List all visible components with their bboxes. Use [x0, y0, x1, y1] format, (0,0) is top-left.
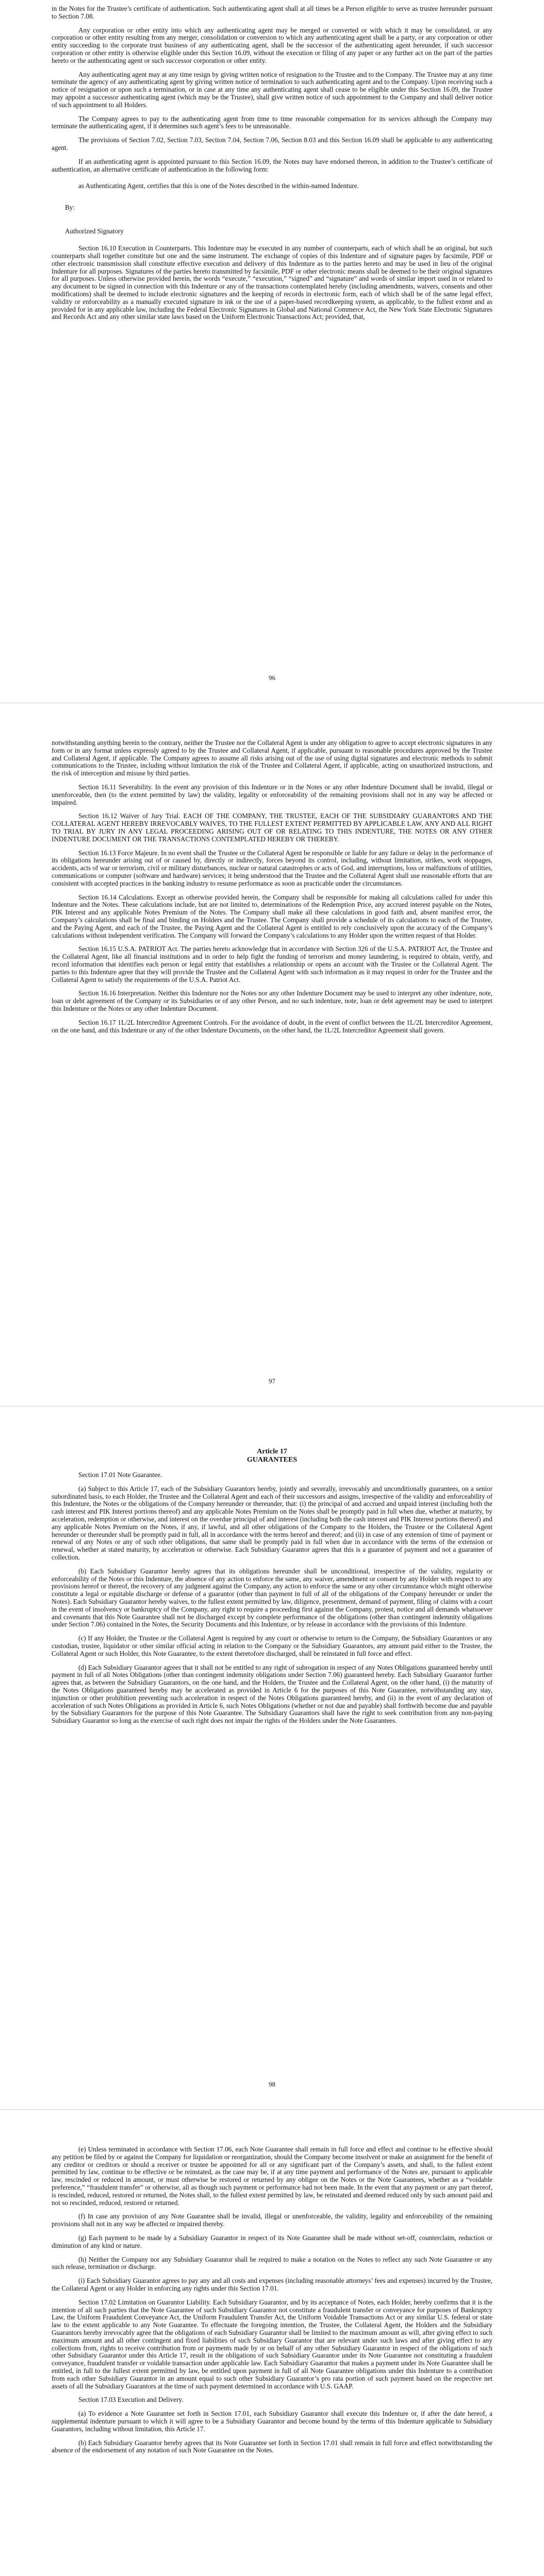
section-17-01-a: (a) Subject to this Article 17, each of the Subsidiary Guarantors hereby, jointly and severally, irrevocably and unconditionally guarantees, on a senior subordinated basis, to each Holder, the Trustee and the Collateral Agent and each of their successors and assigns, irrespective of the validity and enforceability of this Indenture, the Notes or the obligations of the Company hereunder or thereunder, that: (i) the principal of and accrued and unpaid interest (including both the cash interest and PIK Interest portions thereof) and any applicable Notes Premium on the Notes shall be promptly paid in full when due, whether at maturity, by acceleration, redemption or otherwise, and interest on the overdue principal of and interest (including both the cash interest and PIK Interest portions thereof) and any applicable Notes Premium on the Notes, if any, if lawful, and all other obligations of the Company to the Holders, the Trustee or the Collateral Agent hereunder or thereunder shall be promptly paid in full, all in accordance with the terms hereof and thereof; and (ii) in case of any extension of time of payment or renewal of any Notes or any of such other obligations, that same shall be promptly paid in full when due in accordance with the terms of the extension or renewal, whether at stated maturity, by acceleration or otherwise. Each Subsidiary Guarantor agrees that this is a guarantee of payment and not a guarantee of collection.	[52, 1484, 492, 1561]
authorized-signatory: Authorized Signatory	[65, 227, 124, 235]
page-97-content	[52, 739, 492, 1040]
section-16-11-severability: Section 16.11 Severability. In the event any provision of this Indenture or in the Notes or any other Indenture Document shall be invalid, illegal or unenforceable, then (to the extent permitted by law) the validity, legality or enforceability of the remaining provisions shall not in any way be affected or impaired.	[52, 783, 492, 806]
paragraph-certification: as Authenticating Agent, certifies that this is one of the Notes described in the within-named Indenture.	[78, 182, 359, 190]
paragraph-electronic-signatures-continued: notwithstanding anything herein to the contrary, neither the Trustee nor the Collateral Agent is under any obligation to agree to accept electronic signatures in any form or in any format unless expressly agreed to by the Trustee and Collateral Agent, if applicable, pursuant to reasonable procedures approved by the Trustee and Collateral Agent, if applicable. The Company agrees to assume all risks arising out of the use of using digital signatures and electronic methods to submit communications to the Trustee, including without limitation the risk of the Trustee and Collateral Agent, if applicable, acting on unauthorized instructions, and the risk of interception and misuse by third parties.	[52, 739, 492, 777]
section-16-15-patriot-act: Section 16.15 U.S.A. PATRIOT Act. The parties hereto acknowledge that in accordance with Section 326 of the U.S.A. PATRIOT Act, the Trustee and the Collateral Agent, like all financial institutions and in order to help fight the funding of terrorism and money laundering, is required to obtain, verify, and record information that identifies each person or legal entity that establishes a relationship or opens an account with the Trustee or the Collateral Agent. The parties to this Indenture agree that they will provide the Trustee and the Collateral Agent with such information as it may request in order for the Trustee and the Collateral Agent to satisfy the requirements of the U.S.A. Patriot Act.	[52, 945, 492, 984]
page-99	[0, 2110, 544, 2576]
paragraph-resignation: Any authenticating agent may at any time resign by giving written notice of resignation to the Trustee and to the Company. The Trustee may at any time terminate the agency of any authenticating agent by giving written notice of termination to such authenticating agent and to the Company. Upon receiving such a notice of resignation or upon such a termination, or in case at any time any authenticating agent shall cease to be eligible under this Section 16.09, the Trustee may appoint a successor authenticating agent (which may be the Trustee), shall give written notice of such appointment to the Company and shall deliver notice of such appointment to all Holders.	[52, 70, 492, 109]
section-17-01-b: (b) Each Subsidiary Guarantor hereby agrees that its obligations hereunder shall be unconditional, irrespective of the validity, regularity or enforceability of the Notes or this Indenture, the absence of any action to enforce the same, any waiver, amendment or consent by any Holder with respect to any provisions hereof or thereof, the recovery of any judgment against the Company, any action to enforce the same or any other circumstance which might otherwise constitute a legal or equitable discharge or defense of a guarantor (other than payment in full of all of the obligations of the Company hereunder or under the Notes). Each Subsidiary Guarantor hereby waives, to the fullest extent permitted by law, diligence, presentment, demand of payment, filing of claims with a court in the event of insolvency or bankruptcy of the Company, any right to require a proceeding first against the Company, protest, notice and all demands whatsoever and covenants that this Note Guarantee shall not be discharged except by complete performance of the obligations (other than contingent indemnity obligations under Section 7.06) contained in the Notes, the Security Documents and this Indenture, or by release in accordance with the provisions of this Indenture.	[52, 1567, 492, 1629]
section-17-01-heading: Section 17.01 Note Guarantee.	[78, 1471, 162, 1479]
page-97	[0, 703, 544, 1406]
section-17-01-d: (d) Each Subsidiary Guarantor agrees that it shall not be entitled to any right of subrogation in respect of any Notes Obligations guaranteed hereby until payment in full of all Notes Obligations (other than contingent indemnity obligations under Section 7.06) guaranteed hereby. Each Subsidiary Guarantor further agrees that, as between the Subsidiary Guarantors, on the one hand, and the Holders, the Trustee and the Collateral Agent, on the other hand, (i) the maturity of the Notes Obligations guaranteed hereby may be accelerated as provided in Article 6 for the purposes of this Note Guarantee, notwithstanding any stay, injunction or other prohibition preventing such acceleration in respect of the Notes Obligations guaranteed hereby, and (ii) in the event of any declaration of acceleration of such Notes Obligations as provided in Article 6, such Notes Obligations (whether or not due and payable) shall forthwith become due and payable by the Subsidiary Guarantors for the purpose of this Note Guarantee. The Subsidiary Guarantors shall have the right to seek contribution from any non-paying Subsidiary Guarantor so long as the exercise of such right does not impair the rights of the Holders under the Note Guarantees.	[52, 1663, 492, 1725]
section-17-01-f: (f) In case any provision of any Note Guarantee shall be invalid, illegal or unenforceable, the validity, legality and enforceability of the remaining provisions shall not in any way be affected or impaired thereby.	[52, 2212, 492, 2228]
page-number: 98	[269, 2080, 275, 2088]
paragraph-alternative-certificate: If an authenticating agent is appointed pursuant to this Section 16.09, the Notes may have endorsed thereon, in addition to the Trustee’s certificate of authentication, an alternative certificate of authentication in the following form:	[52, 157, 492, 173]
section-16-14-calculations: Section 16.14 Calculations. Except as otherwise provided herein, the Company shall be responsible for making all calculations called for under this Indenture and the Notes. These calculations include, but are not limited to, determinations of the Redemption Price, any accrued interest payable on the Notes, PIK Interest and any applicable Notes Premium of the Notes. The Company shall make all these calculations in good faith and, absent manifest error, the Company’s calculations shall be final and binding on Holders and the Trustee. The Company shall provide a schedule of its calculations to each of the Trustee, and the Paying Agent, and each of the Trustee, the Paying Agent and the Collateral Agent is entitled to rely conclusively upon the accuracy of the Company’s calculations without independent verification. The Company will forward the Company’s calculations to any Holder upon the written request of that Holder.	[52, 893, 492, 939]
section-16-17-intercreditor: Section 16.17 1L/2L Intercreditor Agreement Controls. For the avoidance of doubt, in the event of conflict between the 1L/2L Intercreditor Agreement, on the one hand, and this Indenture or any of the other Indenture Documents, on the other hand, the 1L/2L Intercreditor Agreement shall govern.	[52, 1018, 492, 1034]
section-17-01-c: (c) If any Holder, the Trustee or the Collateral Agent is required by any court or otherwise to return to the Company, the Subsidiary Guarantors or any custodian, trustee, liquidator or other similar official acting in relation to the Company or the Subsidiary Guarantors, any amount paid either to the Trustee, the Collateral Agent or such Holder, this Note Guarantee, to the extent theretofore discharged, shall be reinstated in full force and effect.	[52, 1634, 492, 1657]
section-17-01-h: (h) Neither the Company nor any Subsidiary Guarantor shall be required to make a notation on the Notes to reflect any such Note Guarantee or any such release, termination or discharge.	[52, 2255, 492, 2271]
paragraph-compensation: The Company agrees to pay to the authenticating agent from time to time reasonable compensation for its services although the Company may terminate the authenticating agent, if it determines such agent’s fees to be unreasonable.	[52, 114, 492, 130]
article-title: GUARANTEES	[246, 1456, 298, 1464]
page-98	[0, 1406, 544, 2110]
page-96	[0, 0, 544, 703]
section-16-10-counterparts: Section 16.10 Execution in Counterparts. This Indenture may be executed in any number of counterparts, each of which shall be an original, but such counterparts shall together constitute but one and the same instrument. The exchange of copies of this Indenture and of signature pages by facsimile, PDF or other electronic transmission shall constitute effective execution and delivery of this Indenture as to the parties hereto and may be used in lieu of the original Indenture for all purposes. Signatures of the parties hereto transmitted by facsimile, PDF or other electronic means shall be deemed to be their original signatures for all purposes. Unless otherwise provided herein, the words “execute,” “execution,” “signed” and “signature” and words of similar import used in or related to any document to be signed in connection with this Indenture or any of the transactions contemplated hereby (including amendments, waivers, consents and other modifications) shall be deemed to include electronic signatures and the keeping of records in electronic form, each of which shall be of the same legal effect, validity or enforceability as a manually executed signature in ink or the use of a paper-based recordkeeping system, as applicable, to the fullest extent and as provided for in any applicable law, including the Federal Electronic Signatures in Global and National Commerce Act, the New York State Electronic Signatures and Records Act and any other similar state laws based on the Uniform Electronic Transactions Act; provided, that,	[52, 244, 492, 321]
section-17-01-e: (e) Unless terminated in accordance with Section 17.06, each Note Guarantee shall remain in full force and effect and continue to be effective should any petition be filed by or against the Company for liquidation or reorganization, should the Company become insolvent or make an assignment for the benefit of any creditor or creditors or should a receiver or trustee be appointed for all or any significant part of the Company’s assets, and shall, to the fullest extent permitted by law, continue to be effective or be reinstated, as the case may be, if at any time payment and performance of the Notes are, pursuant to applicable law, rescinded or reduced in amount, or must otherwise be restored or returned by any obligee on the Notes or the Note Guarantees, whether as a “voidable preference,” “fraudulent transfer” or otherwise, all as though such payment or performance had not been made. In the event that any payment or any part thereof, is rescinded, reduced, restored or returned, the Notes shall, to the fullest extent permitted by law, be reinstated and deemed reduced only by such amount paid and not so rescinded, reduced, restored or returned.	[52, 2145, 492, 2207]
by-label: By:	[65, 204, 75, 212]
article-heading: Article 17	[257, 1448, 287, 1455]
paragraph-provisions: The provisions of Section 7.02, Section 7.03, Section 7.04, Section 7.06, Section 8.03 and this Section 16.09 shall be applicable to any authenticating agent.	[52, 136, 492, 151]
section-17-03-a: (a) To evidence a Note Guarantee set forth in Section 17.01, each Subsidiary Guarantor shall execute this Indenture or, if after the date hereof, a supplemental indenture pursuant to which it will agree to be a Subsidiary Guarantor and become bound by the terms of this Indenture applicable to Subsidiary Guarantors, including without limitation, this Article 17.	[52, 2410, 492, 2433]
section-16-12-jury-waiver: Section 16.12 Waiver of Jury Trial. EACH OF THE COMPANY, THE TRUSTEE, EACH OF THE SUBSIDIARY GUARANTORS AND THE COLLATERAL AGENT HEREBY IRREVOCABLY WAIVES, TO THE FULLEST EXTENT PERMITTED BY APPLICABLE LAW, ANY AND ALL RIGHT TO TRIAL BY JURY IN ANY LEGAL PROCEEDING ARISING OUT OF OR RELATING TO THIS INDENTURE, THE NOTES OR ANY OTHER INDENTURE DOCUMENT OR THE TRANSACTIONS CONTEMPLATED HEREBY OR THEREBY.	[52, 812, 492, 843]
section-17-02-limitation: Section 17.02 Limitation on Guarantor Liability. Each Subsidiary Guarantor, and by its acceptance of Notes, each Holder, hereby confirms that it is the intention of all such parties that the Note Guarantee of such Subsidiary Guarantor not constitute a fraudulent transfer or conveyance for purposes of Bankruptcy Law, the Uniform Fraudulent Conveyance Act, the Uniform Fraudulent Transfer Act, the Uniform Voidable Transactions Act or any similar U.S. federal or state law to the extent applicable to any Note Guarantee. To effectuate the foregoing intention, the Trustee, the Collateral Agent, the Holders and the Subsidiary Guarantors hereby irrevocably agree that the obligations of each Subsidiary Guarantor shall be limited to the maximum amount as will, after giving effect to such maximum amount and all other contingent and fixed liabilities of such Subsidiary Guarantor that are relevant under such laws and after giving effect to any collections from, rights to receive contribution from or payments made by or on behalf of any other Subsidiary Guarantor in respect of the obligations of such other Subsidiary Guarantor under this Article 17, result in the obligations of such Subsidiary Guarantor under its Note Guarantee not constituting a fraudulent conveyance, fraudulent transfer or voidable transaction under applicable law. Each Subsidiary Guarantor that makes a payment under its Note Guarantee shall be entitled, in full to the fullest extent permitted by law, be entitled upon payment in full of all Note Guarantee obligations under this Indenture to a contribution from each other Subsidiary Guarantor in an amount equal to such other Subsidiary Guarantor’s pro rata portion of such payment based on the respective net assets of all the Subsidiary Guarantors at the time of such payment determined in accordance with U.S. GAAP.	[52, 2298, 492, 2390]
section-16-16-interpretation: Section 16.16 Interpretation. Neither this Indenture nor the Notes nor any other Indenture Document may be used to interpret any other indenture, note, loan or debt agreement of the Company or its Subsidiaries or of any other Person, and no such indenture, note, loan or debt agreement may be used to interpret this Indenture or the Notes or any other Indenture Document.	[52, 989, 492, 1012]
section-17-03-heading: Section 17.03 Execution and Delivery.	[78, 2396, 184, 2404]
page-98-content	[52, 1448, 492, 1731]
page-number: 97	[269, 1377, 275, 1385]
paragraph-merger: Any corporation or other entity into which any authenticating agent may be merged or converted or with which it may be consolidated, or any corporation or other entity resulting from any merger, consolidation or conversion to which any authenticating agent shall be a party, or any corporation or other entity succeeding to the corporate trust business of any authenticating agent, shall be the successor of the authenticating agent hereunder, if such successor corporation or other entity is otherwise eligible under this Section 16.09, without the execution or filing of any paper or any further act on the part of the parties hereto or the authenticating agent or such successor corporation or other entity.	[52, 26, 492, 64]
section-17-03-b: (b) Each Subsidiary Guarantor hereby agrees that its Note Guarantee set forth in Section 17.01 shall remain in full force and effect notwithstanding the absence of the endorsement of any notation of such Note Guarantee on the Notes.	[52, 2438, 492, 2454]
section-16-13-force-majeure: Section 16.13 Force Majeure. In no event shall the Trustee or the Collateral Agent be responsible or liable for any failure or delay in the performance of its obligations hereunder arising out of or caused by, directly or indirectly, forces beyond its control, including, without limitation, strikes, work stoppages, accidents, acts of war or terrorism, civil or military disturbances, nuclear or natural catastrophes or acts of God, and interruptions, loss or malfunctions of utilities, communications or computer (software and hardware) services; it being understood that the Trustee and the Collateral Agent shall use reasonable efforts that are consistent with accepted practices in the banking industry to resume performance as soon as practicable under the circumstances.	[52, 849, 492, 887]
page-number: 96	[269, 674, 275, 682]
paragraph-authenticating-agent-eligibility: in the Notes for the Trustee’s certificate of authentication. Such authenticating agent shall at all times be a Person eligible to serve as trustee hereunder pursuant to Section 7.08.	[52, 5, 492, 20]
section-17-01-g: (g) Each payment to be made by a Subsidiary Guarantor in respect of its Note Guarantee shall be made without set-off, counterclaim, reduction or diminution of any kind or nature.	[52, 2233, 492, 2249]
page-99-content	[52, 2146, 492, 2461]
section-17-01-i: (i) Each Subsidiary Guarantor agrees to pay any and all costs and expenses (including reasonable attorneys’ fees and expenses) incurred by the Trustee, the Collateral Agent or any Holder in enforcing any rights under this Section 17.01.	[52, 2277, 492, 2292]
page-96-content	[52, 5, 492, 327]
